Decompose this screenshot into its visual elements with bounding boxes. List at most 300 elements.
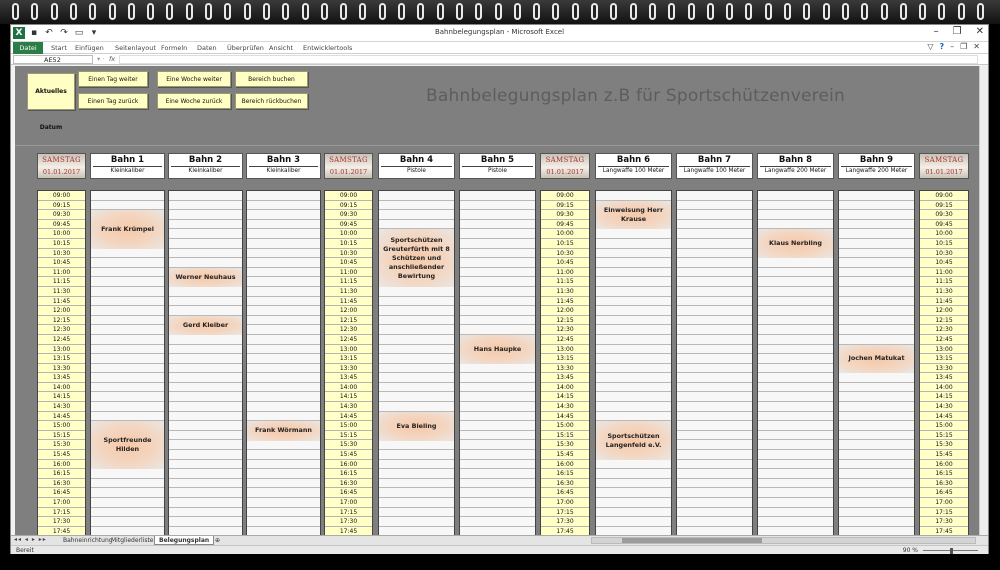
slot-cell[interactable] [169,527,242,535]
time-cell[interactable]: 14:30 [920,402,968,412]
time-cell[interactable]: 11:45 [920,297,968,307]
slot-cell[interactable] [677,450,752,460]
time-cell[interactable]: 10:45 [920,258,968,268]
time-cell[interactable]: 17:30 [325,517,372,527]
slot-cell[interactable] [839,335,914,345]
slot-cell[interactable] [91,297,164,307]
slot-cell[interactable] [247,364,320,374]
slot-cell[interactable] [839,277,914,287]
slot-cell[interactable] [839,306,914,316]
slot-cell[interactable] [460,210,535,220]
slot-cell[interactable] [758,479,833,489]
slot-cell[interactable] [379,517,454,527]
slot-cell[interactable] [758,287,833,297]
slot-cell[interactable] [677,479,752,489]
time-cell[interactable]: 12:15 [541,316,589,326]
undo-icon[interactable]: ↶ [45,28,53,38]
slot-cell[interactable] [247,345,320,355]
slot-cell[interactable] [379,488,454,498]
slot-cell[interactable] [91,498,164,508]
ribbon-tab-8[interactable]: Entwicklertools [303,44,353,52]
slot-cell[interactable] [91,354,164,364]
print-icon[interactable]: ▭ [74,28,84,38]
slot-cell[interactable] [379,210,454,220]
slot-cell[interactable] [839,469,914,479]
slot-cell[interactable] [596,191,671,201]
slot-cell[interactable] [169,431,242,441]
zoom-slider-knob[interactable] [950,548,953,554]
slot-cell[interactable] [379,201,454,211]
time-cell[interactable]: 17:15 [541,508,589,518]
slot-cell[interactable] [596,498,671,508]
time-cell[interactable]: 13:45 [541,373,589,383]
sheet-tab-bahneinrichtung[interactable]: Bahneinrichtung [63,537,113,544]
slot-cell[interactable] [758,392,833,402]
slot-cell[interactable] [839,488,914,498]
slot-cell[interactable] [91,201,164,211]
slot-cell[interactable] [379,498,454,508]
time-cell[interactable]: 17:30 [38,517,85,527]
time-cell[interactable]: 16:45 [38,488,85,498]
slot-cell[interactable] [460,517,535,527]
time-cell[interactable]: 10:45 [38,258,85,268]
slot-cell[interactable] [839,392,914,402]
slot-cell[interactable] [758,460,833,470]
slot-cell[interactable] [758,220,833,230]
slot-cell[interactable] [677,498,752,508]
time-cell[interactable]: 16:15 [541,469,589,479]
slot-cell[interactable] [677,306,752,316]
slot-cell[interactable] [460,440,535,450]
slot-cell[interactable] [677,220,752,230]
slot-cell[interactable] [379,508,454,518]
booking-block[interactable]: Einweisung Herr Krause [596,201,671,230]
slot-cell[interactable] [460,277,535,287]
time-cell[interactable]: 12:00 [541,306,589,316]
time-cell[interactable]: 10:45 [541,258,589,268]
slot-cell[interactable] [169,297,242,307]
name-box[interactable]: AE52 [13,55,93,64]
slot-cell[interactable] [839,431,914,441]
slot-cell[interactable] [169,517,242,527]
slot-cell[interactable] [596,488,671,498]
time-cell[interactable]: 15:00 [325,421,372,431]
slot-cell[interactable] [596,373,671,383]
booking-block[interactable]: Eva Bieling [379,412,454,441]
time-cell[interactable]: 11:15 [38,277,85,287]
slot-cell[interactable] [169,345,242,355]
slot-cell[interactable] [839,402,914,412]
slot-cell[interactable] [169,191,242,201]
time-cell[interactable]: 17:15 [38,508,85,518]
slot-cell[interactable] [247,412,320,422]
slot-cell[interactable] [460,249,535,259]
time-cell[interactable]: 09:45 [541,220,589,230]
slot-cell[interactable] [379,479,454,489]
slot-cell[interactable] [247,201,320,211]
slot-cell[interactable] [596,249,671,259]
time-cell[interactable]: 11:30 [920,287,968,297]
slot-cell[interactable] [677,335,752,345]
new-sheet-icon[interactable]: ⊕ [215,537,221,544]
time-cell[interactable]: 09:00 [920,191,968,201]
slot-cell[interactable] [247,488,320,498]
time-cell[interactable]: 09:45 [38,220,85,230]
slot-cell[interactable] [596,479,671,489]
slot-cell[interactable] [677,517,752,527]
week-forward-button[interactable]: Eine Woche weiter [157,71,231,87]
time-cell[interactable]: 14:15 [325,392,372,402]
slot-cell[interactable] [247,460,320,470]
time-cell[interactable]: 12:15 [38,316,85,326]
slot-cell[interactable] [91,373,164,383]
ribbon-tab-1[interactable]: Start [51,44,67,52]
slot-cell[interactable] [169,364,242,374]
slot-cell[interactable] [839,325,914,335]
time-cell[interactable]: 11:30 [325,287,372,297]
slot-cell[interactable] [460,402,535,412]
slot-cell[interactable] [596,527,671,535]
slot-cell[interactable] [758,306,833,316]
slot-cell[interactable] [247,249,320,259]
slot-cell[interactable] [247,354,320,364]
slot-cell[interactable] [677,249,752,259]
time-cell[interactable]: 10:00 [38,229,85,239]
time-cell[interactable]: 09:15 [38,201,85,211]
slot-cell[interactable] [247,517,320,527]
slot-cell[interactable] [677,258,752,268]
booking-block[interactable]: Gerd Kleiber [169,316,242,335]
time-cell[interactable]: 11:30 [541,287,589,297]
slot-cell[interactable] [91,287,164,297]
time-cell[interactable]: 12:30 [325,325,372,335]
slot-cell[interactable] [677,392,752,402]
slot-cell[interactable] [169,479,242,489]
slot-cell[interactable] [758,191,833,201]
slot-cell[interactable] [460,431,535,441]
time-cell[interactable]: 13:45 [325,373,372,383]
slot-cell[interactable] [91,277,164,287]
time-cell[interactable]: 09:30 [541,210,589,220]
slot-cell[interactable] [169,239,242,249]
time-cell[interactable]: 17:45 [38,527,85,535]
slot-cell[interactable] [677,210,752,220]
booking-block[interactable]: Frank Wörmann [247,421,320,440]
slot-cell[interactable] [758,364,833,374]
slot-cell[interactable] [247,469,320,479]
slot-cell[interactable] [460,373,535,383]
slot-cell[interactable] [758,325,833,335]
horizontal-scrollbar[interactable] [591,537,976,544]
slot-cell[interactable] [677,297,752,307]
sheet-tab-belegungsplan[interactable]: Belegungsplan [154,536,214,545]
slot-cell[interactable] [677,345,752,355]
slot-cell[interactable] [839,479,914,489]
scroll-thumb[interactable] [622,538,762,543]
slot-cell[interactable] [758,201,833,211]
slot-cell[interactable] [839,191,914,201]
time-cell[interactable]: 15:00 [541,421,589,431]
slot-cell[interactable] [758,488,833,498]
booking-block[interactable]: Sportschützen Langenfeld e.V. [596,421,671,459]
time-cell[interactable]: 14:15 [541,392,589,402]
slot-cell[interactable] [839,412,914,422]
redo-icon[interactable]: ↷ [60,28,68,38]
slot-cell[interactable] [839,297,914,307]
slot-cell[interactable] [758,345,833,355]
time-cell[interactable]: 11:15 [920,277,968,287]
slot-cell[interactable] [460,268,535,278]
time-cell[interactable]: 14:45 [38,412,85,422]
slot-cell[interactable] [758,268,833,278]
slot-cell[interactable] [91,335,164,345]
booking-block[interactable]: Sportschützen Greuterfürth mit 8 Schützen und anschließender Bewirtung [379,229,454,287]
slot-cell[interactable] [247,220,320,230]
time-cell[interactable]: 13:00 [920,345,968,355]
time-cell[interactable]: 13:15 [325,354,372,364]
time-cell[interactable]: 16:30 [920,479,968,489]
time-cell[interactable]: 13:30 [325,364,372,374]
slot-cell[interactable] [677,421,752,431]
slot-cell[interactable] [247,527,320,535]
slot-cell[interactable] [460,412,535,422]
slot-cell[interactable] [460,229,535,239]
booking-block[interactable]: Hans Haupke [460,335,535,364]
time-cell[interactable]: 16:45 [541,488,589,498]
time-cell[interactable]: 17:00 [920,498,968,508]
slot-cell[interactable] [379,316,454,326]
slot-cell[interactable] [379,460,454,470]
slot-cell[interactable] [247,306,320,316]
slot-cell[interactable] [169,249,242,259]
slot-cell[interactable] [169,469,242,479]
slot-cell[interactable] [247,316,320,326]
time-cell[interactable]: 11:00 [38,268,85,278]
time-cell[interactable]: 15:15 [325,431,372,441]
slot-cell[interactable] [247,239,320,249]
slot-cell[interactable] [839,508,914,518]
slot-cell[interactable] [379,325,454,335]
slot-cell[interactable] [247,392,320,402]
slot-cell[interactable] [460,383,535,393]
slot-cell[interactable] [839,450,914,460]
slot-cell[interactable] [169,498,242,508]
slot-cell[interactable] [169,412,242,422]
time-cell[interactable]: 14:00 [920,383,968,393]
slot-cell[interactable] [758,421,833,431]
time-cell[interactable]: 14:15 [920,392,968,402]
slot-cell[interactable] [169,488,242,498]
slot-cell[interactable] [247,268,320,278]
slot-cell[interactable] [758,383,833,393]
slot-cell[interactable] [677,383,752,393]
slot-cell[interactable] [169,201,242,211]
slot-cell[interactable] [758,440,833,450]
time-cell[interactable]: 16:30 [541,479,589,489]
slot-cell[interactable] [596,297,671,307]
time-cell[interactable]: 09:45 [325,220,372,230]
slot-cell[interactable] [839,373,914,383]
slot-cell[interactable] [758,508,833,518]
slot-cell[interactable] [677,469,752,479]
slot-cell[interactable] [839,460,914,470]
slot-cell[interactable] [169,508,242,518]
slot-cell[interactable] [247,258,320,268]
time-cell[interactable]: 17:30 [541,517,589,527]
time-cell[interactable]: 15:15 [920,431,968,441]
slot-cell[interactable] [758,469,833,479]
time-cell[interactable]: 13:15 [541,354,589,364]
ribbon-minimize-icon[interactable]: – [950,42,955,51]
slot-cell[interactable] [758,210,833,220]
slot-cell[interactable] [839,258,914,268]
slot-cell[interactable] [379,450,454,460]
today-button[interactable]: Aktuelles Datum [27,73,75,110]
slot-cell[interactable] [247,450,320,460]
booking-block[interactable]: Werner Neuhaus [169,268,242,287]
slot-cell[interactable] [169,306,242,316]
slot-cell[interactable] [758,412,833,422]
slot-cell[interactable] [839,268,914,278]
time-cell[interactable]: 12:00 [38,306,85,316]
time-cell[interactable]: 14:45 [325,412,372,422]
slot-cell[interactable] [677,354,752,364]
time-cell[interactable]: 11:45 [325,297,372,307]
slot-cell[interactable] [91,258,164,268]
slot-cell[interactable] [247,498,320,508]
slot-cell[interactable] [839,316,914,326]
maximize-icon[interactable]: ❐ [952,26,962,37]
slot-cell[interactable] [758,297,833,307]
time-cell[interactable]: 15:00 [38,421,85,431]
time-cell[interactable]: 13:30 [541,364,589,374]
slot-cell[interactable] [677,412,752,422]
time-cell[interactable]: 17:45 [325,527,372,535]
booking-block[interactable]: Frank Krümpel [91,210,164,248]
slot-cell[interactable] [379,364,454,374]
time-cell[interactable]: 16:45 [325,488,372,498]
time-cell[interactable]: 09:15 [541,201,589,211]
slot-cell[interactable] [596,412,671,422]
slot-cell[interactable] [596,287,671,297]
slot-cell[interactable] [379,287,454,297]
time-cell[interactable]: 14:45 [541,412,589,422]
close-icon[interactable]: ✕ [975,26,984,37]
slot-cell[interactable] [460,201,535,211]
slot-cell[interactable] [596,460,671,470]
time-cell[interactable]: 09:00 [38,191,85,201]
slot-cell[interactable] [169,287,242,297]
time-cell[interactable]: 13:45 [920,373,968,383]
slot-cell[interactable] [460,287,535,297]
time-cell[interactable]: 09:30 [920,210,968,220]
time-cell[interactable]: 11:15 [325,277,372,287]
slot-cell[interactable] [91,383,164,393]
slot-cell[interactable] [758,354,833,364]
booking-block[interactable]: Klaus Nerbling [758,229,833,258]
time-cell[interactable]: 14:30 [325,402,372,412]
slot-cell[interactable] [169,210,242,220]
time-cell[interactable]: 10:00 [325,229,372,239]
slot-cell[interactable] [596,306,671,316]
time-cell[interactable]: 09:15 [920,201,968,211]
slot-cell[interactable] [460,508,535,518]
slot-cell[interactable] [460,421,535,431]
slot-cell[interactable] [379,306,454,316]
slot-cell[interactable] [247,440,320,450]
slot-cell[interactable] [758,335,833,345]
slot-cell[interactable] [460,239,535,249]
time-cell[interactable]: 14:15 [38,392,85,402]
time-cell[interactable]: 14:00 [38,383,85,393]
day-forward-button[interactable]: Einen Tag weiter [78,71,148,87]
slot-cell[interactable] [169,440,242,450]
time-cell[interactable]: 14:30 [541,402,589,412]
slot-cell[interactable] [460,498,535,508]
slot-cell[interactable] [169,229,242,239]
slot-cell[interactable] [596,517,671,527]
slot-cell[interactable] [247,402,320,412]
time-cell[interactable]: 09:30 [325,210,372,220]
time-cell[interactable]: 13:15 [920,354,968,364]
time-cell[interactable]: 17:45 [920,527,968,535]
time-cell[interactable]: 16:15 [38,469,85,479]
slot-cell[interactable] [460,325,535,335]
slot-cell[interactable] [460,488,535,498]
ribbon-tab-4[interactable]: Formeln [161,44,188,52]
slot-cell[interactable] [169,450,242,460]
slot-cell[interactable] [677,508,752,518]
ribbon-tab-7[interactable]: Ansicht [269,44,294,52]
time-cell[interactable]: 10:00 [541,229,589,239]
slot-cell[interactable] [247,297,320,307]
slot-cell[interactable] [91,325,164,335]
slot-cell[interactable] [247,383,320,393]
slot-cell[interactable] [91,479,164,489]
vertical-scrollbar[interactable] [979,66,988,535]
slot-cell[interactable] [596,258,671,268]
slot-cell[interactable] [169,220,242,230]
slot-cell[interactable] [839,201,914,211]
slot-cell[interactable] [460,306,535,316]
slot-cell[interactable] [379,220,454,230]
time-cell[interactable]: 16:15 [920,469,968,479]
slot-cell[interactable] [596,345,671,355]
time-cell[interactable]: 09:45 [920,220,968,230]
time-cell[interactable]: 15:15 [38,431,85,441]
slot-cell[interactable] [379,191,454,201]
ribbon-tab-0[interactable]: Datei [13,42,43,54]
slot-cell[interactable] [677,373,752,383]
slot-cell[interactable] [247,373,320,383]
time-cell[interactable]: 15:30 [920,440,968,450]
slot-cell[interactable] [247,191,320,201]
slot-cell[interactable] [839,229,914,239]
workbook-close-icon[interactable]: ✕ [973,42,980,51]
time-cell[interactable]: 13:15 [38,354,85,364]
time-cell[interactable]: 09:00 [325,191,372,201]
time-cell[interactable]: 12:30 [38,325,85,335]
slot-cell[interactable] [460,191,535,201]
time-cell[interactable]: 10:15 [541,239,589,249]
time-cell[interactable]: 15:45 [541,450,589,460]
ribbon-tab-5[interactable]: Daten [197,44,217,52]
time-cell[interactable]: 12:45 [920,335,968,345]
slot-cell[interactable] [91,249,164,259]
booking-block[interactable]: Sportfreunde Hilden [91,421,164,469]
time-cell[interactable]: 15:45 [38,450,85,460]
slot-cell[interactable] [91,402,164,412]
